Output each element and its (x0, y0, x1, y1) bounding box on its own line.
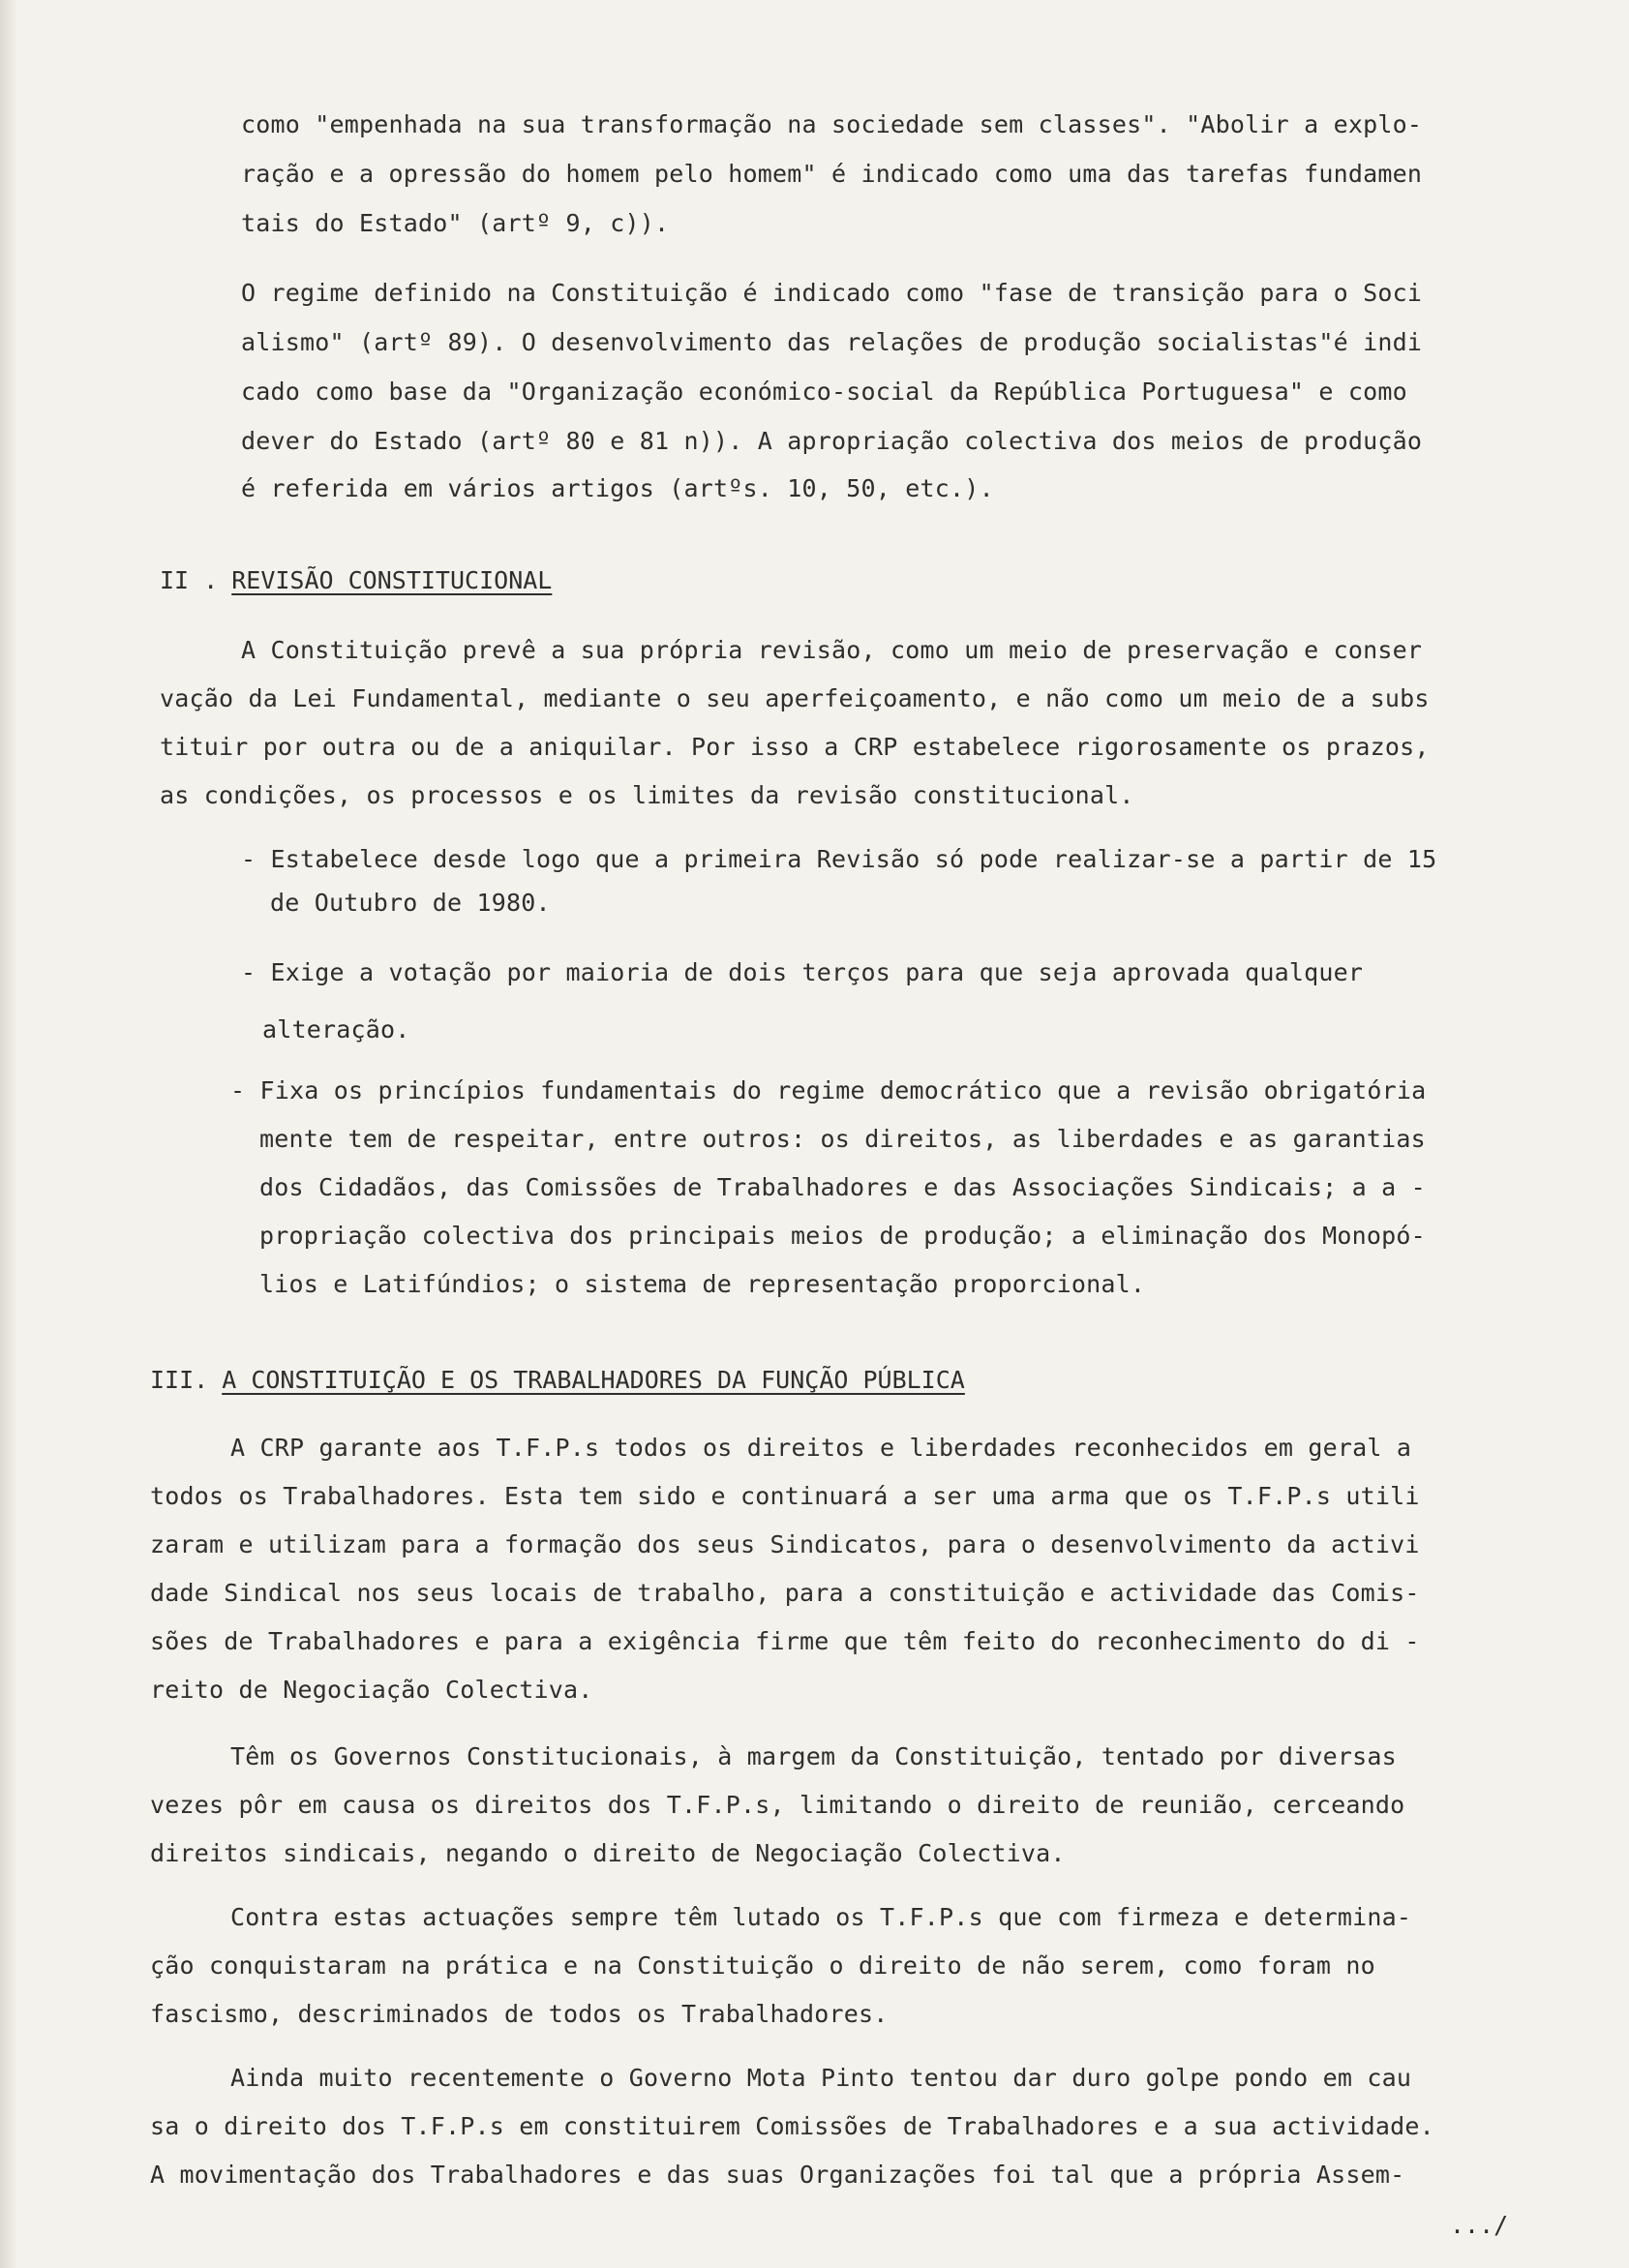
text-line: cado como base da "Organização económico-social da República Portuguesa" e como (241, 378, 1407, 406)
text-line: A CRP garante aos T.F.P.s todos os direitos e liberdades reconhecidos em geral a (230, 1434, 1412, 1462)
text-line: tituir por outra ou de a aniquilar. Por isso a CRP estabelece rigorosamente os prazos, (160, 733, 1430, 761)
section-heading-constituicao (150, 1366, 965, 1395)
text-line: todos os Trabalhadores. Esta tem sido e continuará a ser uma arma que os T.F.P.s utili (150, 1482, 1420, 1510)
text-line: vezes pôr em causa os direitos dos T.F.P.s, limitando o direito de reunião, cerceando (150, 1791, 1405, 1819)
text-line: é referida em vários artigos (artºs. 10, 50, etc.). (241, 474, 994, 502)
list-item: - Fixa os princípios fundamentais do regime democrático que a revisão obrigatória (230, 1076, 1427, 1104)
text-line: Têm os Governos Constitucionais, à margem da Constituição, tentado por diversas (230, 1742, 1397, 1770)
text-line: mente tem de respeitar, entre outros: os direitos, as liberdades e as garantias (259, 1125, 1426, 1153)
text-line: sões de Trabalhadores e para a exigência firme que têm feito do reconhecimento do di - (150, 1627, 1420, 1655)
text-line: direitos sindicais, negando o direito de Negociação Colectiva. (150, 1839, 1066, 1867)
list-item: - Exige a votação por maioria de dois terços para que seja aprovada qualquer (241, 958, 1364, 986)
text-line: propriação colectiva dos principais meios de produção; a eliminação dos Monopó- (259, 1222, 1426, 1250)
text-line: reito de Negociação Colectiva. (150, 1676, 593, 1704)
text-line: tais do Estado" (artº 9, c)). (241, 209, 670, 237)
section-number: III. (150, 1366, 209, 1394)
section-number: II . (160, 566, 219, 594)
text-line: Ainda muito recentemente o Governo Mota Pinto tentou dar duro golpe pondo em cau (230, 2064, 1412, 2092)
text-line: alteração. (262, 1015, 410, 1043)
text-line: lios e Latifúndios; o sistema de representação proporcional. (259, 1270, 1146, 1298)
text-line: como "empenhada na sua transformação na sociedade sem classes". "Abolir a explo- (241, 110, 1423, 138)
text-line: alismo" (artº 89). O desenvolvimento das relações de produção socialistas"é indi (241, 328, 1423, 356)
text-line: vação da Lei Fundamental, mediante o seu aperfeiçoamento, e não como um meio de a subs (160, 684, 1430, 712)
page-continuation-marker: .../ (1450, 2211, 1509, 2239)
section-title: REVISÃO CONSTITUCIONAL (231, 566, 553, 594)
text-line: Contra estas actuações sempre têm lutado os T.F.P.s que com firmeza e determina- (230, 1903, 1412, 1931)
text-line: ração e a opressão do homem pelo homem" é indicado como uma das tarefas fundamen (241, 160, 1423, 188)
text-line: sa o direito dos T.F.P.s em constituirem Comissões de Trabalhadores e a sua actividade. (150, 2112, 1434, 2140)
text-line: dade Sindical nos seus locais de trabalho, para a constituição e actividade das Comis- (150, 1579, 1420, 1607)
section-heading-revisao (160, 566, 552, 595)
text-line: de Outubro de 1980. (270, 889, 551, 917)
text-line: dos Cidadãos, das Comissões de Trabalhadores e das Associações Sindicais; a a - (259, 1173, 1426, 1201)
list-item: - Estabelece desde logo que a primeira Revisão só pode realizar-se a partir de 15 (241, 845, 1437, 873)
text-line: ção conquistaram na prática e na Constituição o direito de não serem, como foram no (150, 1951, 1375, 1980)
text-line: A Constituição prevê a sua própria revisão, como um meio de preservação e conser (241, 636, 1423, 664)
text-line: zaram e utilizam para a formação dos seus Sindicatos, para o desenvolvimento da activi (150, 1530, 1420, 1558)
text-line: O regime definido na Constituição é indicado como "fase de transição para o Soci (241, 279, 1423, 307)
section-title: A CONSTITUIÇÃO E OS TRABALHADORES DA FUNÇÃO PÚBLICA (222, 1366, 965, 1394)
text-line: as condições, os processos e os limites da revisão constitucional. (160, 781, 1134, 809)
text-line: A movimentação dos Trabalhadores e das suas Organizações foi tal que a própria Assem- (150, 2161, 1405, 2189)
text-line: fascismo, descriminados de todos os Trabalhadores. (150, 2000, 889, 2028)
text-line: dever do Estado (artº 80 e 81 n)). A apropriação colectiva dos meios de produção (241, 427, 1423, 455)
